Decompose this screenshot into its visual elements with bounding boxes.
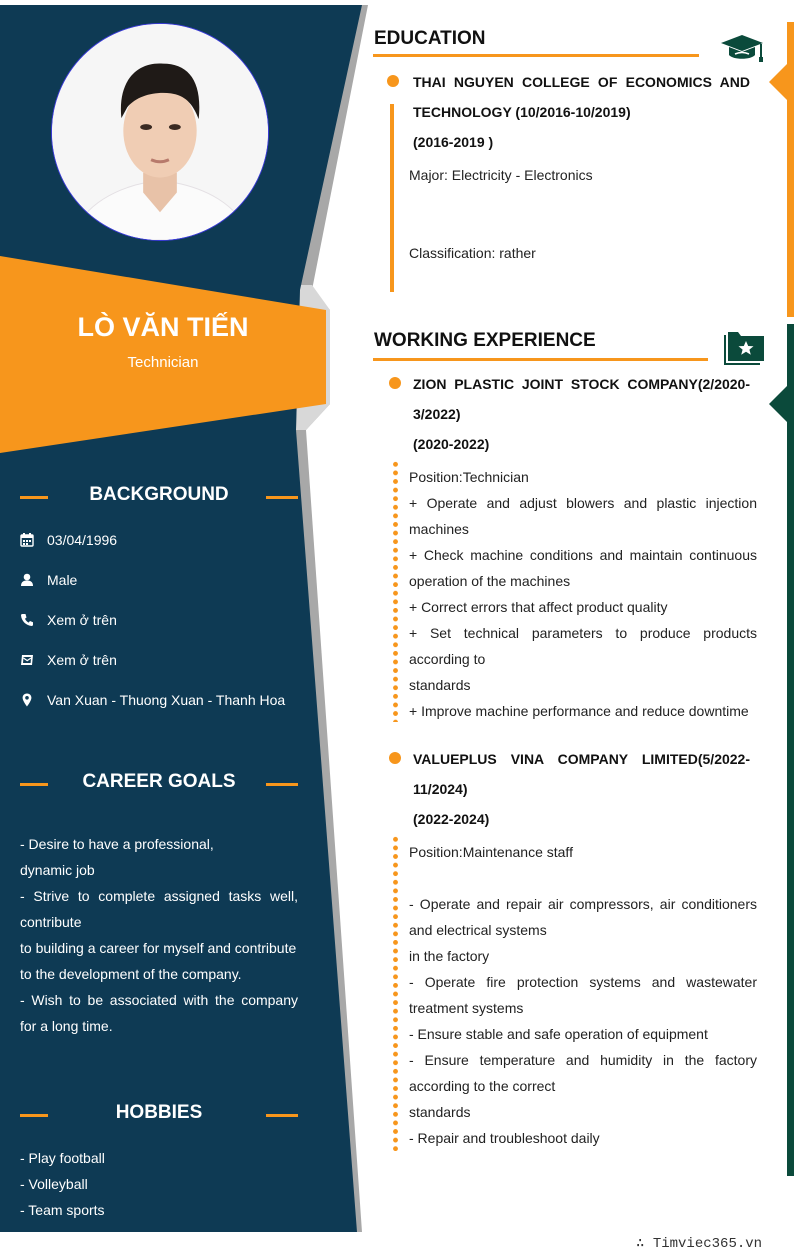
job-details: Position:Maintenance staff - Operate and repair air compressors, air conditioners and electrical systems in the factory - Operate fire protection systems and wastewater treatment systems - Ensure stable and safe operation of equipment - Ensure temperature and humidity in the factory according to the correct standards - Repair and troubleshoot daily <box>409 844 757 1146</box>
phone-icon <box>20 613 47 627</box>
timeline-dotted-line <box>393 835 398 1151</box>
info-gender: Male <box>20 570 77 590</box>
user-icon <box>20 573 47 587</box>
education-accent-arrow <box>769 62 789 102</box>
candidate-title: Technician <box>127 354 199 371</box>
education-underline <box>373 54 699 57</box>
calendar-icon <box>20 533 47 547</box>
timeline-dotted-line <box>393 460 398 722</box>
education-details: Major: Electricity - Electronics Classification: rather <box>409 167 593 261</box>
experience-heading: WORKING EXPERIENCE <box>374 330 596 351</box>
heading-dash <box>266 783 298 786</box>
career-goals-text: - Desire to have a professional, dynamic job - Strive to complete assigned tasks well, contribute to building a career for myself and contribute to the development of the company. - Wish to be associated with the company for a long time. <box>20 836 298 1034</box>
timeline-dot <box>387 75 399 87</box>
folder-star-icon <box>724 330 766 371</box>
experience-accent-bar <box>787 324 794 1176</box>
job-details: Position:Technician + Operate and adjust blowers and plastic injection machines + Check machine conditions and maintain continuous operation of the machines + Correct errors that affect product quality + Set technical parameters to produce products according to standards + Improve machine performance and reduce downtime <box>409 469 757 719</box>
graduation-cap-icon <box>719 33 765 70</box>
school-name: THAI NGUYEN COLLEGE OF ECONOMICS AND TECHNOLOGY (10/2016-10/2019) <box>413 74 750 120</box>
hobbies-heading: HOBBIES <box>20 1100 298 1130</box>
company-name: VALUEPLUS VINA COMPANY LIMITED(5/2022-11/2024) <box>413 751 750 797</box>
watermark: ∴ Timviec365.vn <box>636 1236 763 1252</box>
hobby-item: - Team sports <box>20 1202 105 1218</box>
info-birthdate: 03/04/1996 <box>20 530 117 550</box>
email-icon <box>20 653 47 667</box>
company-name: ZION PLASTIC JOINT STOCK COMPANY(2/2020-3/2022) <box>413 376 750 422</box>
education-heading: EDUCATION <box>374 28 486 49</box>
company-period: (2022-2024) <box>413 811 490 827</box>
timeline-dot <box>389 377 401 389</box>
hobbies-list <box>20 1145 298 1223</box>
hobby-item: - Volleyball <box>20 1176 88 1192</box>
experience-underline <box>373 358 708 361</box>
info-address: Van Xuan - Thuong Xuan - Thanh Hoa <box>20 690 285 710</box>
hobby-item: - Play football <box>20 1150 105 1166</box>
school-period: (2016-2019 ) <box>413 134 494 150</box>
profile-photo <box>52 24 268 240</box>
company-period: (2020-2022) <box>413 436 490 452</box>
experience-accent-arrow <box>769 384 789 424</box>
timeline-dot <box>389 752 401 764</box>
heading-dash <box>266 1114 298 1117</box>
avatar <box>51 23 269 241</box>
heading-dash <box>266 496 298 499</box>
timeline-line <box>390 104 394 292</box>
location-icon <box>20 693 47 707</box>
info-phone: Xem ở trên <box>20 610 117 630</box>
info-email: Xem ở trên <box>20 650 117 670</box>
candidate-name: LÒ VĂN TIẾN <box>77 312 249 342</box>
background-heading: BACKGROUND <box>20 482 298 512</box>
career-goals-heading: CAREER GOALS <box>20 769 298 799</box>
